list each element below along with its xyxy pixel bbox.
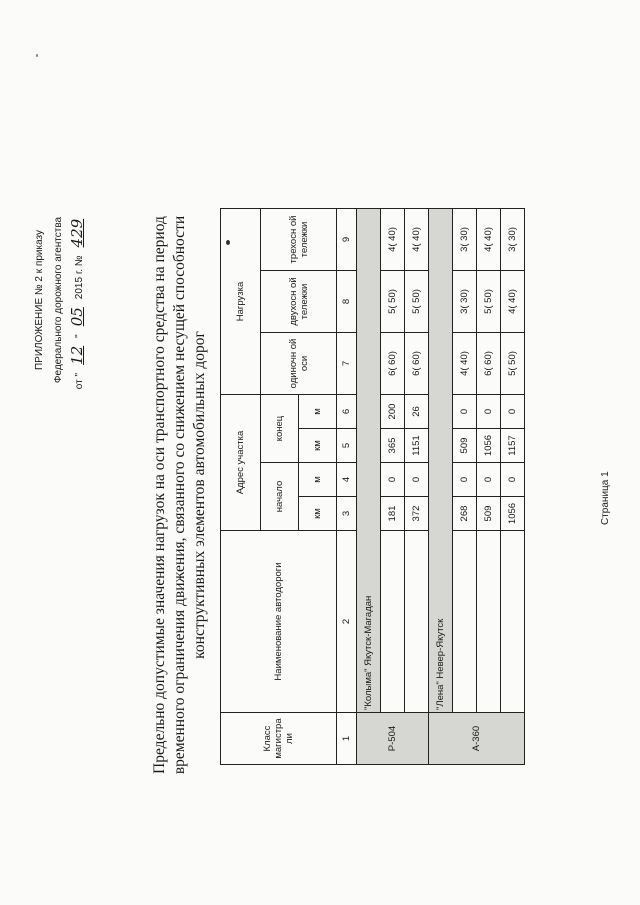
ink-dot (226, 240, 230, 245)
ink-dot (36, 54, 38, 57)
document-title: Предельно допустимые значения нагрузок на оси транспортного средства на период временного ограничения движения, связанного со снижением несущей способности конструктивных элементов автомобильных дорог (151, 215, 208, 775)
column-number: 8 (337, 271, 357, 333)
header-m: м (299, 395, 337, 429)
header-double-bogie: двухосн ой тележки (261, 271, 337, 333)
table-cell: 4( 40) (453, 333, 477, 395)
table-cell: 0 (381, 463, 405, 497)
table-cell: 3( 30) (453, 209, 477, 271)
table-cell: 4( 40) (405, 209, 429, 271)
table-cell: 509 (453, 429, 477, 463)
road-name: "Лена" Невер-Якутск (429, 209, 453, 713)
column-number: 7 (337, 333, 357, 395)
header-end: конец (261, 395, 299, 463)
column-number: 3 (337, 497, 357, 531)
road-class: Р-504 (357, 713, 429, 765)
column-number: 2 (337, 531, 357, 713)
table-cell (501, 531, 525, 713)
header-triple-bogie: трехосн ой тележки (261, 209, 337, 271)
column-number: 1 (337, 713, 357, 765)
table-cell (477, 531, 501, 713)
table-cell: 1056 (477, 429, 501, 463)
table-cell: 0 (453, 395, 477, 429)
table-cell: 0 (501, 463, 525, 497)
table-cell: 1157 (501, 429, 525, 463)
table-cell: 5( 50) (477, 271, 501, 333)
table-cell: 3( 30) (453, 271, 477, 333)
appendix-line: ПРИЛОЖЕНИЕ № 2 к приказу (34, 230, 45, 371)
table-cell: 200 (381, 395, 405, 429)
table-cell: 6( 60) (381, 333, 405, 395)
header-address: Адрес участка (221, 395, 261, 531)
header-km: км (299, 497, 337, 531)
agency-line: Федерального дорожного агентства (53, 216, 64, 384)
table-cell: 0 (477, 463, 501, 497)
header-m: м (299, 463, 337, 497)
table-cell: 4( 40) (477, 209, 501, 271)
table-cell (381, 531, 405, 713)
header-road-name: Наименование автодороги (221, 531, 337, 713)
table-cell: 5( 50) (501, 333, 525, 395)
table-cell: 6( 60) (405, 333, 429, 395)
table-cell (453, 531, 477, 713)
table-cell: 5( 50) (381, 271, 405, 333)
table-cell: 0 (453, 463, 477, 497)
column-number: 4 (337, 463, 357, 497)
table-cell: 5( 50) (405, 271, 429, 333)
table-cell: 365 (381, 429, 405, 463)
header-load: Нагрузка (221, 209, 261, 395)
table-cell: 181 (381, 497, 405, 531)
handwritten-month: 05 (68, 307, 86, 327)
table-cell: 268 (453, 497, 477, 531)
load-limits-table (220, 208, 525, 765)
handwritten-number: 429 (68, 218, 86, 248)
table-cell: 1151 (405, 429, 429, 463)
table-cell: 4( 40) (501, 271, 525, 333)
table-cell: 3( 30) (501, 209, 525, 271)
road-name: "Колыма" Якутск-Магадан (357, 209, 381, 713)
column-number: 9 (337, 209, 357, 271)
header-km: км (299, 429, 337, 463)
date-line: от "12"052015 г. №429 (68, 145, 89, 455)
column-number: 5 (337, 429, 357, 463)
table-cell: 0 (477, 395, 501, 429)
page-number: Страница 1 (600, 471, 611, 525)
header-single-axle: одиночн ой оси (261, 333, 337, 395)
table-cell: 6( 60) (477, 333, 501, 395)
column-number: 6 (337, 395, 357, 429)
table-cell: 1056 (501, 497, 525, 531)
header-class: Класс магистра ли (221, 713, 337, 765)
table-cell: 372 (405, 497, 429, 531)
order-header (30, 145, 89, 455)
header-start: начало (261, 463, 299, 531)
table-cell: 0 (501, 395, 525, 429)
table-cell: 4( 40) (381, 209, 405, 271)
table-cell: 26 (405, 395, 429, 429)
table-cell (405, 531, 429, 713)
table-cell: 509 (477, 497, 501, 531)
table-cell: 0 (405, 463, 429, 497)
handwritten-day: 12 (68, 345, 86, 365)
road-class: А-360 (429, 713, 525, 765)
